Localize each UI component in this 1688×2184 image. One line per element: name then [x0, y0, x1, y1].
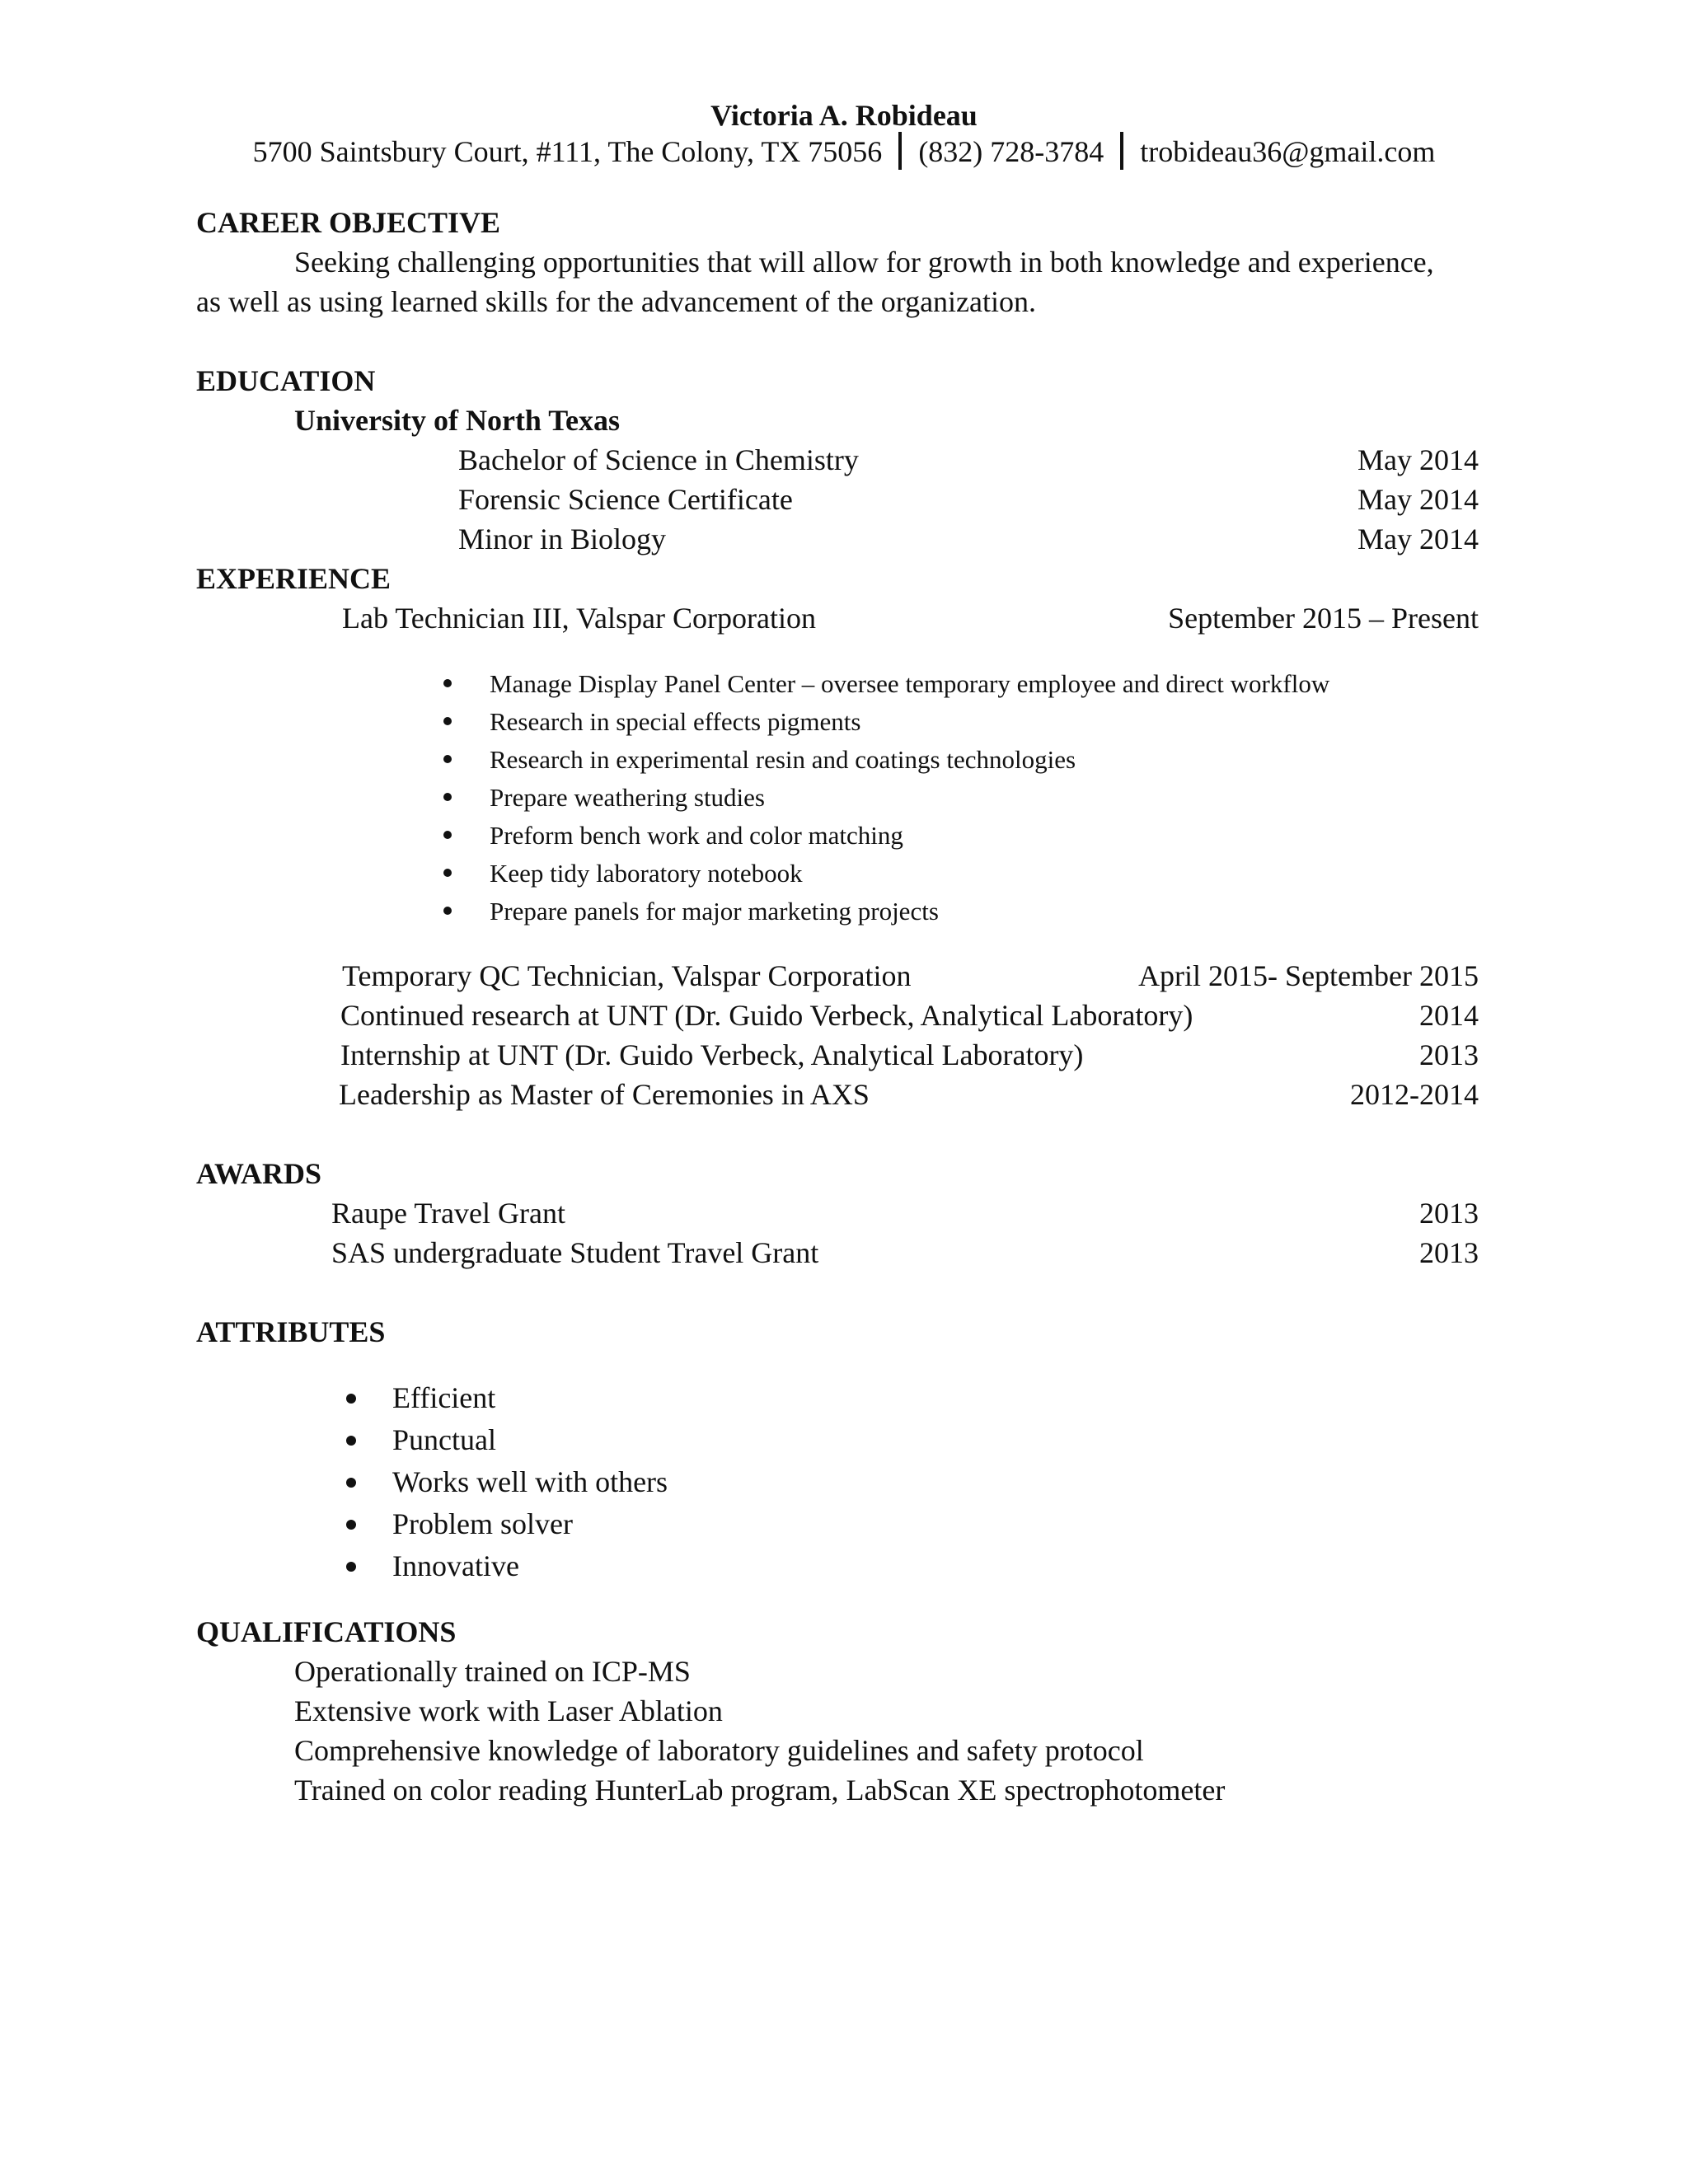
awards-heading: AWARDS: [196, 1157, 322, 1190]
bullet-dot: [346, 1394, 356, 1404]
education-heading: EDUCATION: [196, 364, 376, 397]
qualifications-heading: QUALIFICATIONS: [196, 1615, 457, 1648]
attribute-item: Problem solver: [392, 1507, 573, 1540]
contact-phone: (832) 728-3784: [918, 135, 1104, 168]
attributes-heading: ATTRIBUTES: [196, 1315, 386, 1348]
bullet-dot: [443, 717, 452, 725]
attribute-item: Efficient: [392, 1381, 496, 1414]
contact-separator: [1120, 132, 1123, 170]
experience-role-title: Continued research at UNT (Dr. Guido Verbeck, Analytical Laboratory): [340, 999, 1193, 1032]
experience-bullet: Manage Display Panel Center – oversee temporary employee and direct workflow: [490, 669, 1330, 698]
bullet-dot: [346, 1562, 356, 1572]
experience-role-date: April 2015- September 2015: [1138, 959, 1479, 992]
attribute-item: Punctual: [392, 1423, 496, 1456]
bullet-dot: [443, 907, 452, 915]
bullet-dot: [443, 869, 452, 877]
career-objective-heading: CAREER OBJECTIVE: [196, 206, 501, 239]
award-item: SAS undergraduate Student Travel Grant: [331, 1236, 819, 1269]
education-item: Minor in Biology: [458, 523, 667, 555]
experience-role-date: 2013: [1419, 1038, 1479, 1071]
experience-bullet: Research in special effects pigments: [490, 707, 861, 736]
bullet-dot: [346, 1520, 356, 1530]
experience-bullet: Prepare panels for major marketing projects: [490, 897, 939, 926]
education-item: Forensic Science Certificate: [458, 483, 793, 516]
qualification-item: Trained on color reading HunterLab program, LabScan XE spectrophotometer: [294, 1774, 1226, 1807]
experience-bullet: Prepare weathering studies: [490, 783, 765, 812]
education-date: May 2014: [1357, 443, 1479, 476]
experience-role-date: September 2015 – Present: [1168, 602, 1479, 635]
bullet-dot: [346, 1478, 356, 1488]
qualification-item: Extensive work with Laser Ablation: [294, 1694, 723, 1727]
education-school: University of North Texas: [294, 404, 620, 437]
contact-separator: [898, 132, 902, 170]
career-objective-text: as well as using learned skills for the advancement of the organization.: [196, 285, 1037, 318]
qualification-item: Comprehensive knowledge of laboratory guidelines and safety protocol: [294, 1734, 1144, 1767]
experience-role-date: 2014: [1419, 999, 1479, 1032]
education-date: May 2014: [1357, 523, 1479, 555]
bullet-dot: [346, 1436, 356, 1446]
bullet-dot: [443, 755, 452, 763]
qualification-item: Operationally trained on ICP-MS: [294, 1655, 691, 1688]
experience-role-title: Internship at UNT (Dr. Guido Verbeck, Analytical Laboratory): [340, 1038, 1084, 1071]
education-date: May 2014: [1357, 483, 1479, 516]
contact-line: [0, 132, 1688, 170]
experience-role-date: 2012-2014: [1350, 1078, 1479, 1111]
experience-bullet: Research in experimental resin and coatings technologies: [490, 745, 1076, 774]
experience-role-title: Lab Technician III, Valspar Corporation: [342, 602, 816, 635]
experience-role-title: Leadership as Master of Ceremonies in AXS: [339, 1078, 870, 1111]
experience-bullet: Preform bench work and color matching: [490, 821, 903, 850]
experience-heading: EXPERIENCE: [196, 562, 392, 595]
contact-email: trobideau36@gmail.com: [1140, 135, 1436, 168]
career-objective-text: Seeking challenging opportunities that will allow for growth in both knowledge and experience,: [294, 246, 1434, 279]
award-date: 2013: [1419, 1236, 1479, 1269]
contact-address: 5700 Saintsbury Court, #111, The Colony, TX 75056: [252, 135, 883, 168]
experience-bullet: Keep tidy laboratory notebook: [490, 859, 803, 888]
education-item: Bachelor of Science in Chemistry: [458, 443, 859, 476]
candidate-name: Victoria A. Robideau: [710, 99, 978, 132]
bullet-dot: [443, 831, 452, 839]
award-item: Raupe Travel Grant: [331, 1197, 565, 1230]
award-date: 2013: [1419, 1197, 1479, 1230]
bullet-dot: [443, 679, 452, 687]
experience-role-title: Temporary QC Technician, Valspar Corporation: [342, 959, 912, 992]
attribute-item: Innovative: [392, 1549, 519, 1582]
bullet-dot: [443, 793, 452, 801]
attribute-item: Works well with others: [392, 1465, 668, 1498]
